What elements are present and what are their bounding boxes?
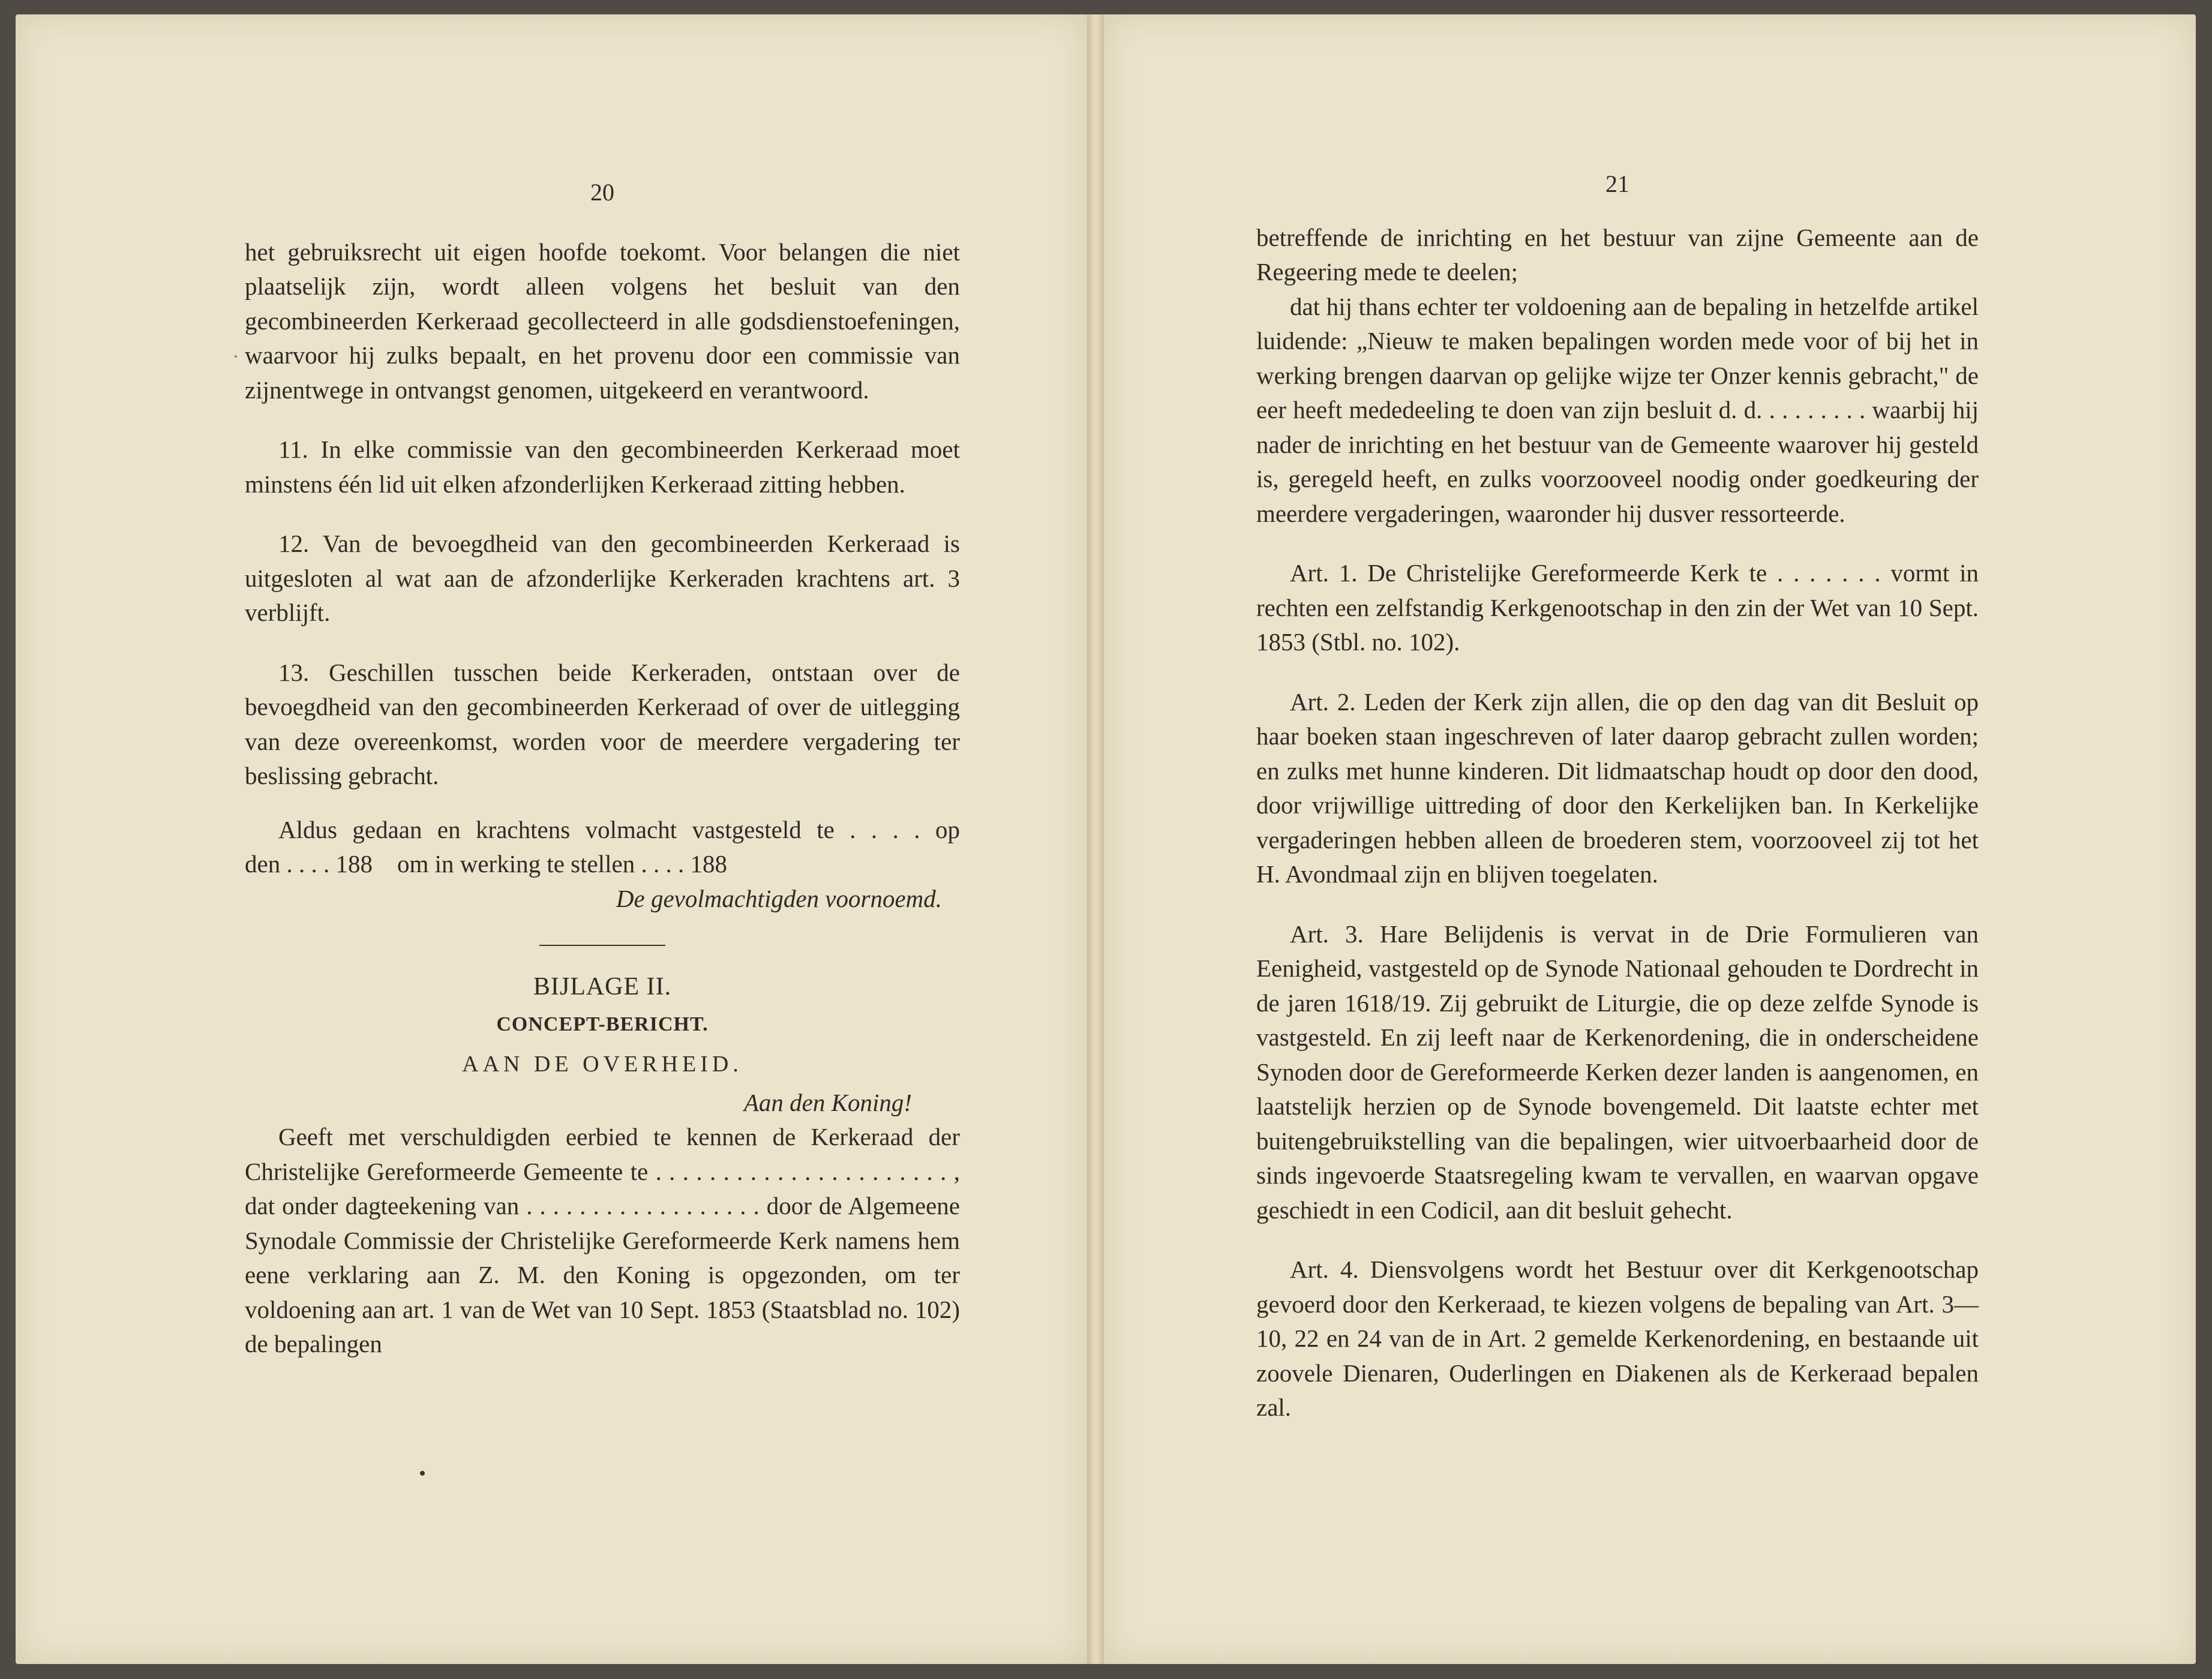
page-number-left: 20 (590, 179, 614, 206)
overheid-title: AAN DE OVERHEID. (462, 1052, 743, 1077)
geeft-paragraph: Geeft met verschuldigden eerbied te kennen de Kerkeraad der Christelijke Gereformeerde Gemeente te . . . . . . . . . . . . . . . . . . . . . . , dat onder dagteekening van . . . . . . . . . . . . . . . . . . door de Algemeene Synodale Commissie der Christelijke Gereformeerde Kerk namens hem eene verklaring aan Z. M. den Koning is opgezonden, om ter voldoening aan art. 1 van de Wet van 10 Sept. 1853 (Staatsblad no. 102) de bepalingen (245, 1123, 960, 1357)
article-4-paragraph: Art. 4. Diensvolgens wordt het Bestuur over dit Kerkgenootschap gevoerd door den Kerkeraad, te kiezen volgens de bepaling van Art. 3—10, 22 en 24 van de in Art. 2 gemelde Kerkenordening, en bestaande uit zoovele Dienaren, Ouderlingen en Diakenen als de Kerkeraad bepalen zal. (1256, 1256, 1979, 1421)
right-intro-paragraph: betreffende de inrichting en het bestuur van zijne Gemeente aan de Regeering mede te deelen; (1256, 223, 1979, 286)
salutation: Aan den Koning! (743, 1088, 912, 1116)
article-1-paragraph: Art. 1. De Christelijke Gereformeerde Kerk te . . . . . . . vormt in rechten een zelfstandig Kerkgenootschap in den zin der Wet van 10 Sept. 1853 (Stbl. no. 102). (1256, 559, 1979, 656)
right-page-text (1256, 170, 1979, 1425)
left-intro-paragraph: het gebruiksrecht uit eigen hoofde toekomt. Voor belangen die niet plaatselijk zijn, wordt alleen volgens het besluit van den gecombineerden Kerkeraad gecollecteerd in alle godsdienstoefeningen, waarvoor hij zulks bepaalt, en het provenu door een commissie van zijnentwege in ontvangst genomen, uitgekeerd en verantwoord. (245, 238, 960, 404)
article-12-paragraph: 12. Van de bevoegdheid van den gecombineerden Kerkeraad is uitgesloten al wat aan de afzonderlijke Kerkeraden krachtens art. 3 verblijft. (245, 530, 960, 626)
signature-line: De gevolmachtigden voornoemd. (616, 884, 942, 912)
bottom-dot (420, 1471, 425, 1476)
article-11-paragraph: 11. In elke commissie van den gecombineerden Kerkeraad moet minstens één lid uit elken afzonderlijken Kerkeraad zitting hebben. (245, 435, 960, 498)
bijlage-title: BIJLAGE II. (533, 973, 672, 1001)
dat-paragraph: dat hij thans echter ter voldoening aan de bepaling in hetzelfde artikel luidende: „Nieuw te maken bepalingen worden mede voor of bij het in werking brengen daarvan op gelijke wijze ter Onzer kennis gebracht," de eer heeft mededeeling te doen van zijn besluit d. d. . . . . . . . . waarbij hij nader de inrichting en het bestuur van de Gemeente waarover hij gesteld is, geregeld heeft, en zulks voorzooveel noodig onder goedkeuring der meerdere vergaderingen, waaronder hij dusver ressorteerde. (1256, 292, 1979, 527)
article-3-paragraph: Art. 3. Hare Belijdenis is vervat in de Drie Formulieren van Eenigheid, vastgesteld op de Synode Nationaal gehouden te Dordrecht in de jaren 1618/19. Zij gebruikt de Liturgie, die op deze zelfde Synode is vastgesteld. En zij leeft naar de Kerkenordening, die in onderscheidene Synoden door de Gereformeerde Kerken dezer landen is aangenomen, en laatstelijk herzien op de Synode bovengemeld. Dit laatste echter met buitengebruikstelling van die bepalingen, wier uitvoerbaarheid door de sinds ingevoerde Staatsregeling kwam te vervallen, en waarvan opgave geschiedt in een Codicil, aan dit besluit gehecht. (1256, 920, 1979, 1224)
concept-title: CONCEPT-BERICHT. (496, 1013, 709, 1035)
aldus-line-1: Aldus gedaan en krachtens volmacht vastgesteld te . . . . op (278, 815, 960, 843)
section-divider (539, 945, 665, 946)
page-number-right: 21 (1605, 170, 1629, 197)
book-gutter (1087, 14, 1104, 1664)
margin-mark: · (233, 347, 239, 367)
aldus-line-2: den . . . . 188 om in werking te stellen . . . . 188 (245, 850, 727, 878)
article-2-paragraph: Art. 2. Leden der Kerk zijn allen, die op den dag van dit Besluit op haar boeken staan ingeschreven of later daarop gebracht zullen worden; en zulks met hunne kinderen. Dit lidmaatschap houdt op door den dood, door vrijwillige uittreding of door den Kerkelijken ban. In Kerkelijke vergaderingen hebben alleen de broederen stem, voorzooveel zij tot het H. Avondmaal zijn en blijven toegelaten. (1256, 687, 1979, 888)
article-13-paragraph: 13. Geschillen tusschen beide Kerkeraden, ontstaan over de bevoegdheid van den gecombineerden Kerkeraad of over de uitlegging van deze overeenkomst, worden voor de meerdere vergadering ter beslissing gebracht. (245, 658, 960, 789)
left-page-text (245, 179, 960, 1362)
